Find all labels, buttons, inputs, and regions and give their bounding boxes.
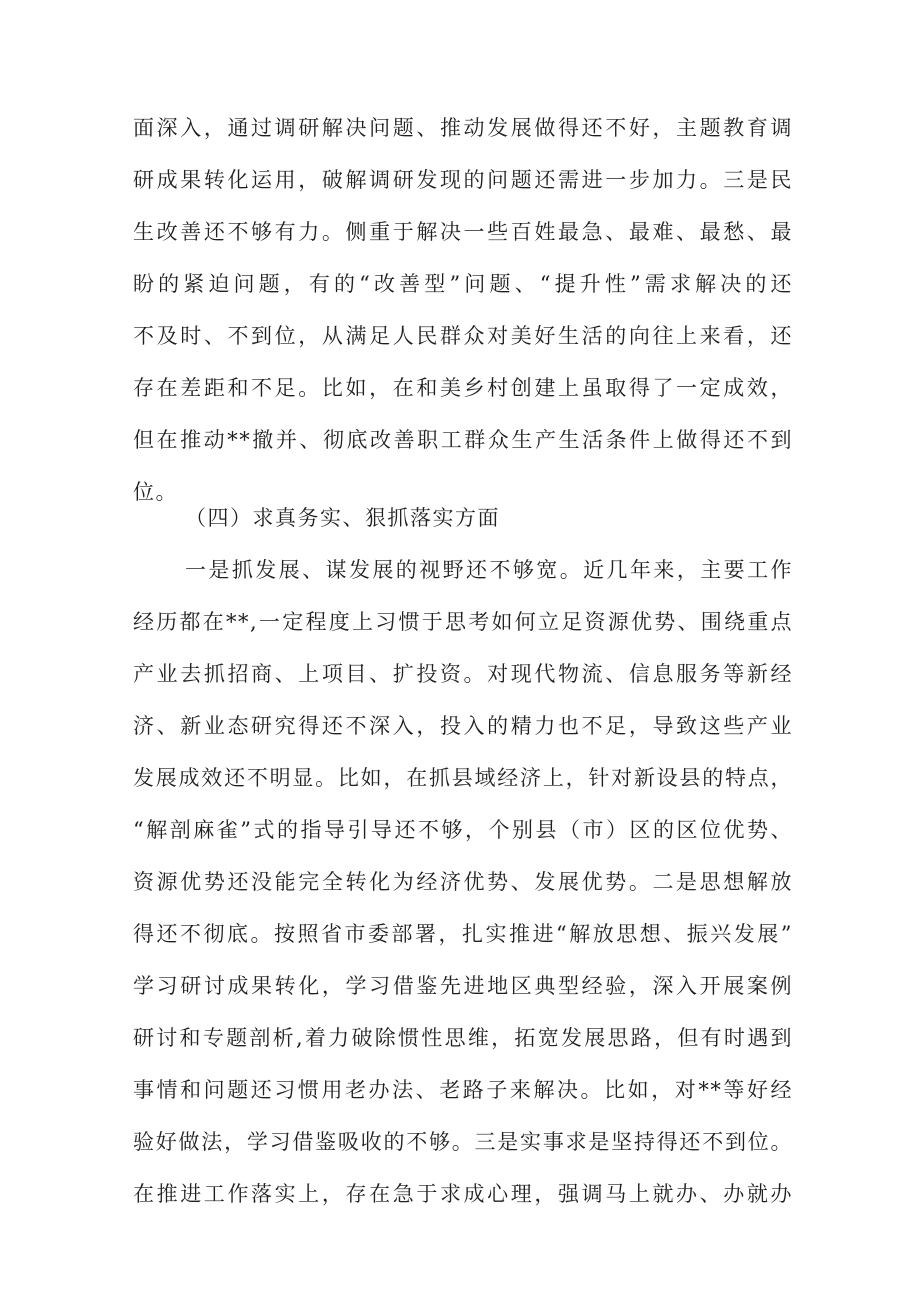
- paragraph-2-line: 产业去抓招商、上项目、扩投资。对现代物流、信息服务等新经: [133, 662, 793, 686]
- paragraph-2-line: 事情和问题还习惯用老办法、老路子来解决。比如，对**等好经: [133, 1078, 793, 1102]
- paragraph-2-line: 研讨和专题剖析,着力破除惯性思维，拓宽发展思路，但有时遇到: [133, 1026, 793, 1050]
- paragraph-1-line: 存在差距和不足。比如，在和美乡村创建上虽取得了一定成效，: [133, 376, 793, 400]
- paragraph-1-line: 生改善还不够有力。侧重于解决一些百姓最急、最难、最愁、最: [133, 220, 793, 244]
- paragraph-1-line: 不及时、不到位，从满足人民群众对美好生活的向往上来看，还: [133, 324, 793, 348]
- paragraph-2-line: “解剖麻雀”式的指导引导还不够，个别县（市）区的区位优势、: [133, 818, 793, 842]
- paragraph-2-line: 资源优势还没能完全转化为经济优势、发展优势。二是思想解放: [133, 870, 793, 894]
- paragraph-2-line: 学习研讨成果转化，学习借鉴先进地区典型经验，深入开展案例: [133, 974, 793, 998]
- paragraph-1-line: 研成果转化运用，破解调研发现的问题还需进一步加力。三是民: [133, 168, 793, 192]
- paragraph-2-line: 济、新业态研究得还不深入，投入的精力也不足，导致这些产业: [133, 714, 793, 738]
- paragraph-1-line: 但在推动**撤并、彻底改善职工群众生产生活条件上做得还不到: [133, 428, 793, 452]
- paragraph-1-line: 盼的紧迫问题，有的“改善型”问题、“提升性”需求解决的还: [133, 272, 793, 296]
- paragraph-2-line: 经历都在**,一定程度上习惯于思考如何立足资源优势、围绕重点: [133, 610, 793, 634]
- paragraph-2-line: 发展成效还不明显。比如，在抓县域经济上，针对新设县的特点，: [133, 766, 793, 790]
- section-heading: （四）求真务实、狠抓落实方面: [185, 506, 500, 530]
- paragraph-1-line: 面深入，通过调研解决问题、推动发展做得还不好，主题教育调: [133, 116, 793, 140]
- section-heading-block: [133, 492, 793, 544]
- paragraph-2-line: 在推进工作落实上，存在急于求成心理，强调马上就办、办就办: [133, 1182, 793, 1206]
- paragraph-1-line: 位。: [133, 480, 178, 504]
- paragraph-2-line: 得还不彻底。按照省市委部署，扎实推进“解放思想、振兴发展”: [133, 922, 793, 946]
- paragraph-2: [133, 544, 793, 1220]
- paragraph-2-line: 一是抓发展、谋发展的视野还不够宽。近几年来，主要工作: [185, 558, 793, 582]
- paragraph-1: [133, 102, 793, 518]
- paragraph-2-line: 验好做法，学习借鉴吸收的不够。三是实事求是坚持得还不到位。: [133, 1130, 793, 1154]
